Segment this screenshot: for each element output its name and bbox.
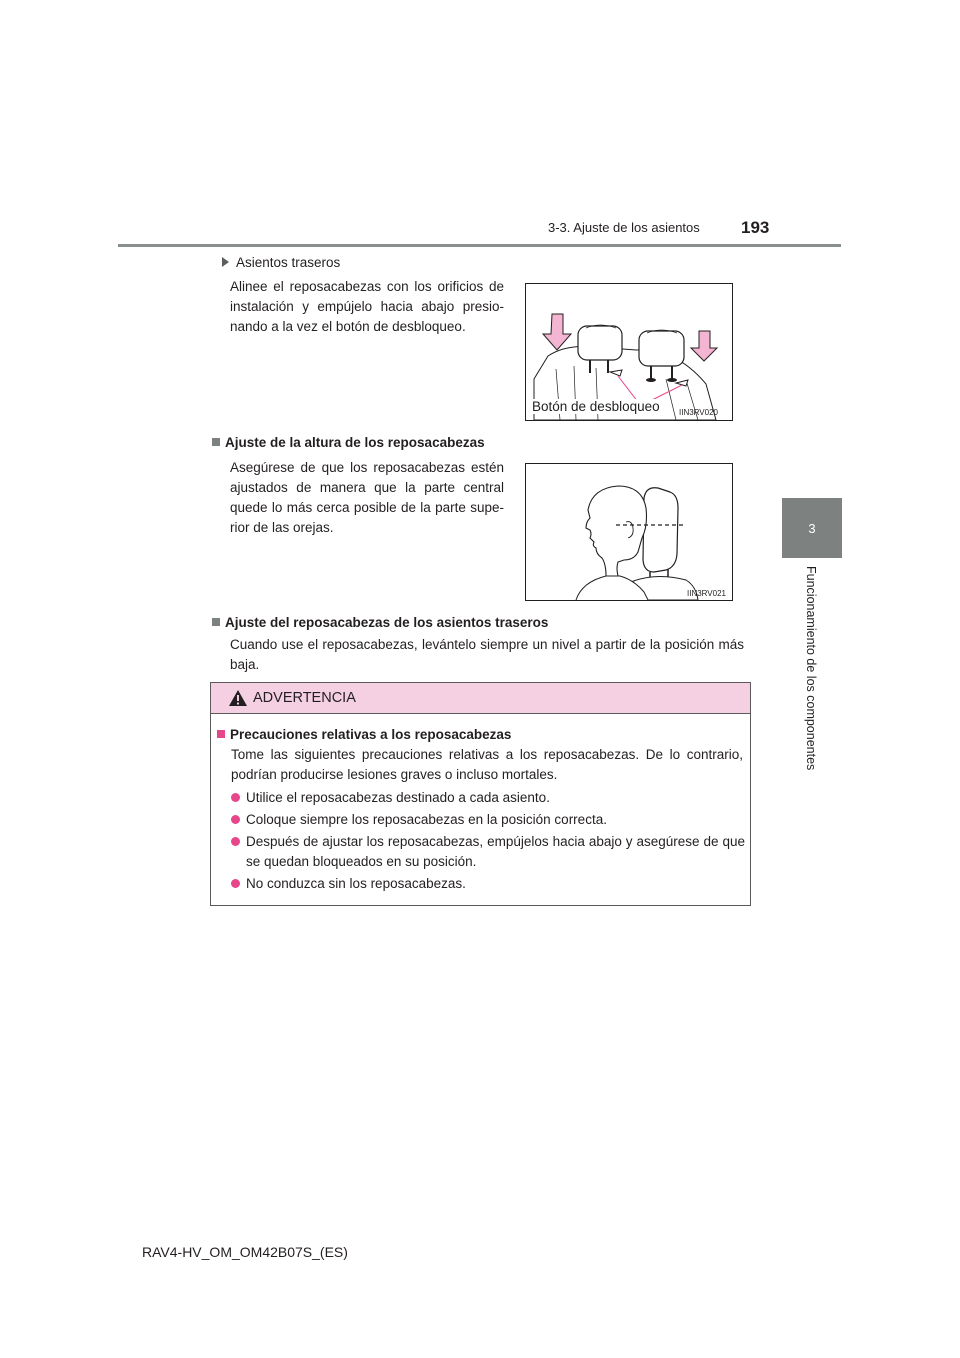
warning-item: Después de ajustar los reposacabezas, empújelos hacia abajo y asegúrese de que se quedan bloqueados en su posición.: [231, 832, 745, 872]
warning-triangle-icon: [228, 689, 248, 707]
rear-seats-text: Alinee el reposacabezas con los orificios de instalación y empújelo hacia abajo presio-nando a la vez el botón de desbloqueo.: [230, 279, 504, 334]
chapter-title: Funcionamiento de los componentes: [804, 566, 818, 771]
dot-bullet-icon: [231, 879, 240, 888]
square-bullet-icon: [212, 438, 220, 446]
dot-bullet-icon: [231, 837, 240, 846]
figure-code: IIN3RV020: [679, 408, 718, 417]
warning-box: [210, 682, 751, 906]
head-position-illustration: [526, 464, 732, 600]
page-number: 193: [741, 218, 770, 237]
header-rule: [118, 244, 841, 247]
warning-heading: Precauciones relativas a los reposacabezas: [217, 727, 511, 742]
square-bullet-icon: [217, 730, 225, 738]
figure-code: IIN3RV021: [687, 589, 726, 598]
warning-item: Coloque siempre los reposacabezas en la posición correcta.: [231, 810, 607, 830]
figure-rear-headrests: [525, 283, 733, 421]
warning-text: Tome las siguientes precauciones relativas a los reposacabezas. De lo contrario, podrían producirse lesiones graves o incluso mortales.: [231, 747, 743, 782]
warning-header: [211, 683, 750, 714]
figure-head-position: [525, 463, 733, 601]
triangle-bullet-icon: [222, 257, 229, 267]
rear-adjust-text: Cuando use el reposacabezas, levántelo siempre un nivel a partir de la posición más baja.: [230, 637, 744, 672]
chapter-number: 3: [808, 520, 816, 536]
chapter-tab: [782, 498, 842, 558]
release-button-callout: Botón de desbloqueo: [532, 399, 660, 414]
dot-bullet-icon: [231, 815, 240, 824]
square-bullet-icon: [212, 618, 220, 626]
rear-seats-label: Asientos traseros: [222, 255, 340, 270]
warning-item: No conduzca sin los reposacabezas.: [231, 874, 466, 894]
section-title: 3-3. Ajuste de los asientos: [548, 220, 700, 235]
warning-item: Utilice el reposacabezas destinado a cada asiento.: [231, 788, 550, 808]
height-adjust-text: Asegúrese de que los reposacabezas estén ajustados de manera que la parte central quede lo más cerca posible de la parte supe-rior de las orejas.: [230, 460, 504, 535]
warning-title: ADVERTENCIA: [253, 690, 356, 706]
rear-adjust-heading: Ajuste del reposacabezas de los asientos traseros: [212, 615, 548, 630]
dot-bullet-icon: [231, 793, 240, 802]
model-code: RAV4-HV_OM_OM42B07S_(ES): [142, 1244, 348, 1260]
height-adjust-heading: Ajuste de la altura de los reposacabezas: [212, 435, 485, 450]
